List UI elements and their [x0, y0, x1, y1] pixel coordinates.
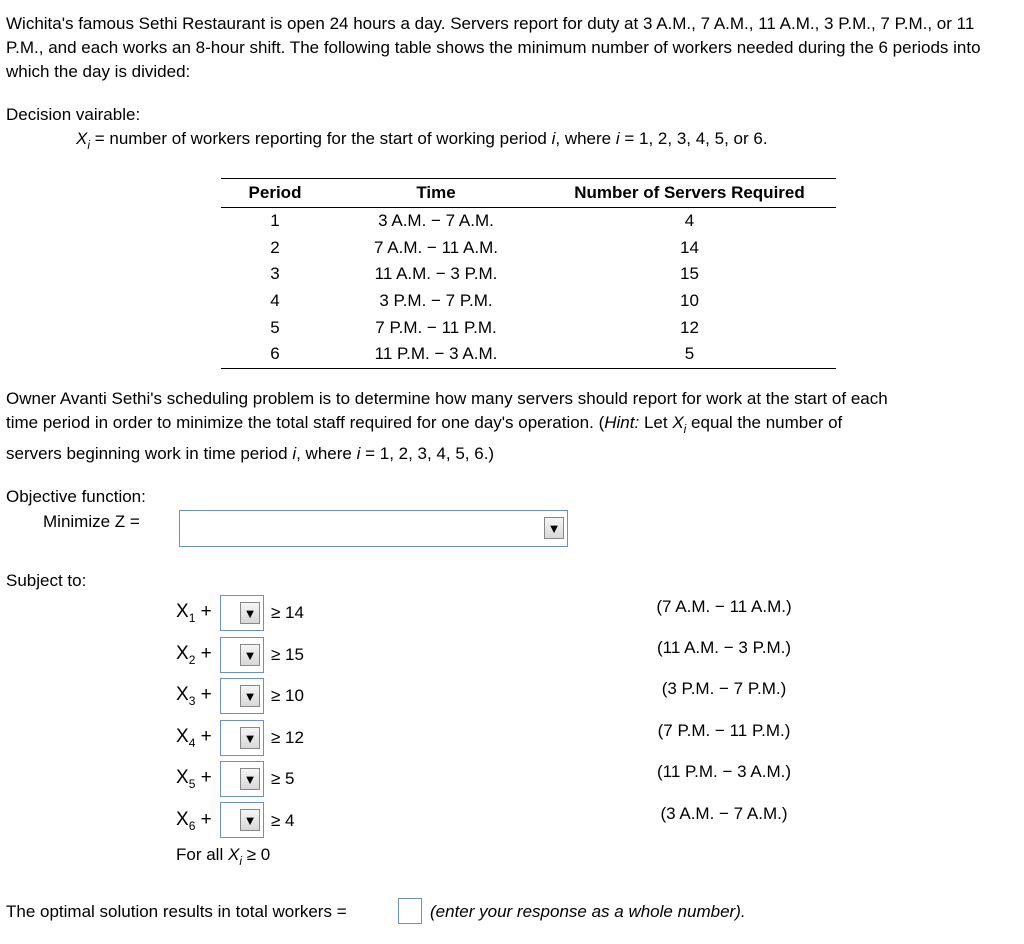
problem-line-3b: , where: [296, 444, 357, 463]
cell-time: 3 A.M. − 7 A.M.: [378, 211, 494, 231]
constraint-var: [176, 684, 212, 706]
constraint-rhs: ≥ 10: [271, 686, 304, 705]
plus-sign: +: [200, 601, 212, 622]
decision-text-a: = number of workers reporting for the start of working period: [90, 129, 552, 148]
problem-line-3c: = 1, 2, 3, 4, 5, 6.): [360, 444, 495, 463]
hint-label: Hint:: [604, 413, 640, 432]
constraint-dropdown-2[interactable]: [220, 637, 264, 673]
dropdown-arrow-icon[interactable]: ▼: [240, 727, 260, 749]
dropdown-arrow-icon[interactable]: ▼: [240, 809, 260, 831]
var-sub: 4: [188, 736, 196, 750]
constraint-rhs: ≥ 15: [271, 645, 304, 664]
dropdown-arrow-icon[interactable]: ▼: [240, 602, 260, 624]
nonneg-text-a: For all: [176, 845, 228, 864]
cell-time: 3 P.M. − 7 P.M.: [379, 291, 493, 311]
table-row: [221, 261, 836, 288]
problem-line-2a: time period in order to minimize the total staff required for one day's operation. (: [6, 413, 605, 432]
nonnegativity: [176, 845, 271, 868]
problem-line-2: [6, 413, 843, 436]
cell-period: 5: [270, 317, 280, 337]
constraint-time: (11 A.M. − 3 P.M.): [656, 638, 791, 657]
constraint-var: [176, 726, 212, 748]
decision-text-i2: i: [615, 129, 620, 148]
cell-servers: 4: [684, 211, 695, 231]
constraint-dropdown-1[interactable]: [220, 595, 264, 631]
header-period: Period: [221, 179, 329, 208]
decision-text-i: i: [551, 129, 556, 148]
constraint-time: (3 A.M. − 7 A.M.): [660, 804, 788, 823]
objective-heading: Objective function:: [6, 487, 146, 506]
cell-period: 2: [270, 237, 280, 257]
constraint-dropdown-3[interactable]: [220, 678, 264, 714]
var-sub: 3: [188, 694, 196, 708]
problem-line-3: [6, 444, 494, 464]
answer-note: (enter your response as a whole number).: [430, 902, 746, 921]
var-sub: 5: [188, 777, 196, 791]
var-sub: 2: [188, 653, 196, 667]
decision-definition: [76, 129, 768, 152]
cell-servers: 10: [680, 291, 699, 311]
table-row: [221, 314, 836, 341]
table-row: [221, 208, 836, 235]
dropdown-arrow-icon[interactable]: ▼: [240, 644, 260, 666]
decision-heading: Decision vairable:: [6, 105, 141, 124]
minimize-label: Minimize Z =: [43, 512, 140, 531]
problem-i2: i: [356, 444, 361, 463]
constraint-dropdown-4[interactable]: [220, 720, 264, 756]
constraint-time: (11 P.M. − 3 A.M.): [656, 762, 791, 781]
cell-time: 11 P.M. − 3 A.M.: [374, 344, 498, 364]
cell-period: 3: [270, 264, 280, 284]
var-sub: 1: [188, 611, 196, 625]
problem-line-3a: servers beginning work in time period: [6, 444, 293, 463]
cell-period: 6: [270, 344, 280, 364]
constraint-rhs: ≥ 14: [271, 603, 304, 622]
plus-sign: +: [200, 726, 212, 747]
header-time: Time: [329, 179, 543, 208]
var-sub: 6: [188, 819, 196, 833]
cell-servers: 14: [680, 237, 699, 257]
table-row: [221, 341, 836, 368]
problem-i: i: [292, 444, 297, 463]
problem-var: X: [672, 413, 684, 432]
cell-servers: 5: [684, 344, 695, 364]
var-x: X: [176, 726, 189, 747]
subject-to-label: Subject to:: [6, 571, 87, 590]
table-row: [221, 235, 836, 262]
table-header-row: [221, 179, 836, 208]
problem-var-sub: i: [683, 422, 687, 436]
constraint-var: [176, 809, 212, 831]
constraint-time: (7 A.M. − 11 A.M.): [656, 597, 792, 616]
constraint-rhs: ≥ 5: [271, 769, 295, 788]
var-x: X: [176, 684, 189, 705]
dropdown-arrow-icon[interactable]: ▼: [544, 517, 564, 539]
var-x: X: [176, 809, 189, 830]
total-workers-input[interactable]: [398, 898, 422, 924]
dropdown-arrow-icon[interactable]: ▼: [240, 768, 260, 790]
constraint-var: [176, 643, 212, 665]
decision-var-sub: i: [87, 138, 91, 152]
nonneg-var: X: [227, 845, 240, 864]
constraint-rhs: ≥ 12: [271, 728, 304, 747]
constraint-time: (7 P.M. − 11 P.M.): [657, 721, 791, 740]
problem-line-1: Owner Avanti Sethi's scheduling problem is to determine how many servers should report for work at the start of each: [6, 389, 888, 408]
period-table: [221, 178, 836, 369]
cell-servers: 15: [680, 264, 699, 284]
plus-sign: +: [200, 767, 212, 788]
constraint-dropdown-6[interactable]: [220, 802, 264, 838]
decision-text-c: = 1, 2, 3, 4, 5, or 6.: [619, 129, 768, 148]
cell-period: 4: [270, 291, 280, 311]
decision-text-b: , where: [555, 129, 616, 148]
nonneg-sub: i: [239, 854, 242, 868]
objective-dropdown[interactable]: [179, 510, 568, 547]
cell-time: 7 A.M. − 11 A.M.: [374, 237, 498, 257]
answer-label: The optimal solution results in total workers =: [6, 902, 347, 921]
cell-time: 11 A.M. − 3 P.M.: [374, 264, 498, 284]
constraint-time: (3 P.M. − 7 P.M.): [661, 679, 787, 698]
constraint-var: [176, 767, 212, 789]
cell-servers: 12: [680, 317, 699, 337]
var-x: X: [176, 767, 189, 788]
cell-time: 7 P.M. − 11 P.M.: [375, 317, 497, 337]
var-x: X: [176, 601, 189, 622]
problem-line-2c: equal the number of: [686, 413, 843, 432]
table-row: [221, 288, 836, 315]
constraint-var: [176, 601, 212, 623]
plus-sign: +: [200, 684, 212, 705]
var-x: X: [176, 643, 189, 664]
constraint-dropdown-5[interactable]: [220, 761, 264, 797]
dropdown-arrow-icon[interactable]: ▼: [240, 685, 260, 707]
decision-var: X: [76, 129, 88, 148]
nonneg-text-b: ≥ 0: [241, 845, 271, 864]
intro-text: Wichita's famous Sethi Restaurant is open 24 hours a day. Servers report for duty at 3 A.M., 7 A.M., 11 A.M., 3 P.M., 7 P.M., or 11 P.M., and each works an 8-hour shift. The following table shows the minimum number of workers needed during the 6 periods into which the day is divided:: [6, 14, 981, 81]
plus-sign: +: [200, 643, 212, 664]
header-servers: Number of Servers Required: [543, 179, 836, 208]
cell-period: 1: [270, 211, 280, 231]
constraint-rhs: ≥ 4: [271, 811, 295, 830]
problem-line-2b: Let: [639, 413, 673, 432]
plus-sign: +: [200, 809, 212, 830]
